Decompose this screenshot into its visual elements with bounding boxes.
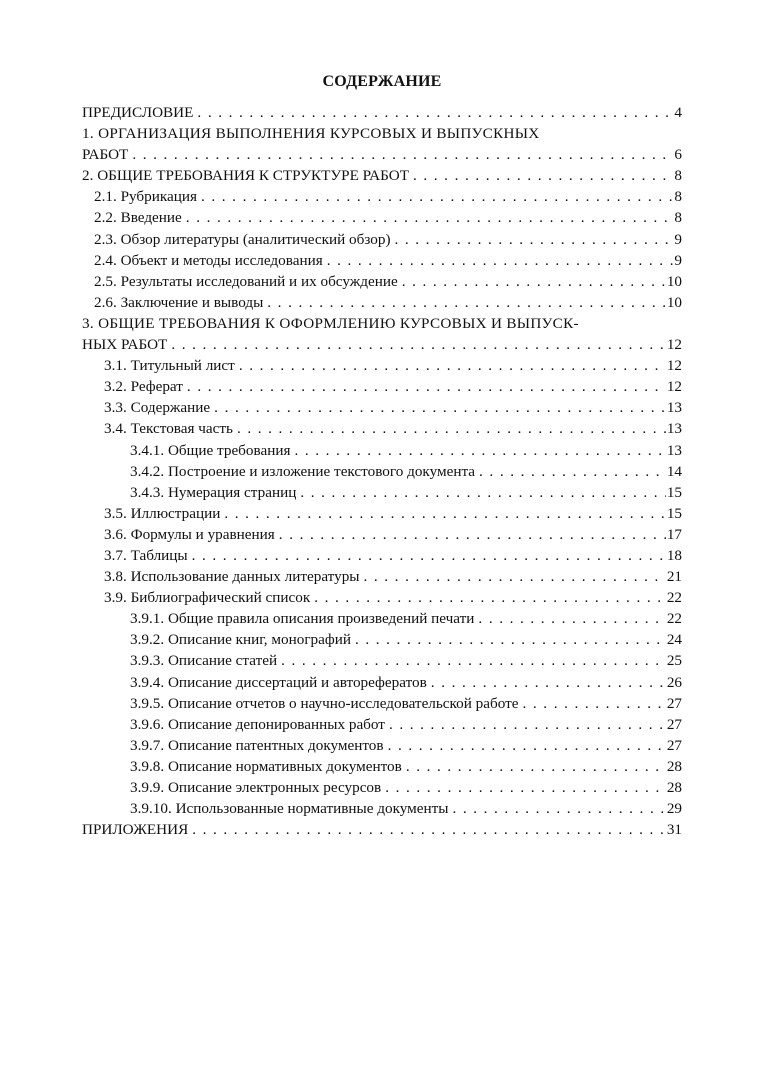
toc-entry-2-3 xyxy=(82,229,682,250)
dot-leader xyxy=(452,798,665,819)
toc-entry-3-4 xyxy=(82,418,682,439)
toc-entry-page: 29 xyxy=(666,800,682,818)
toc-entry-page: 27 xyxy=(666,694,682,712)
toc-entry-label: 3.4.3. Нумерация страниц xyxy=(130,483,297,501)
toc-entry-page: 18 xyxy=(666,546,682,564)
dot-leader xyxy=(294,440,665,461)
dot-leader xyxy=(431,672,666,693)
toc-entry-2 xyxy=(82,165,682,186)
dot-leader xyxy=(327,250,674,271)
toc-entry-label: 2.6. Заключение и выводы xyxy=(94,293,264,311)
dot-leader xyxy=(237,418,666,439)
dot-leader xyxy=(406,756,666,777)
toc-entry-3-6 xyxy=(82,524,682,545)
toc-entry-label: 3.9.7. Описание патентных документов xyxy=(130,736,384,754)
dot-leader xyxy=(214,397,666,418)
toc-entry-appendices xyxy=(82,819,682,840)
toc-entry-page: 12 xyxy=(666,357,682,375)
table-of-contents xyxy=(82,102,682,840)
dot-leader xyxy=(314,587,666,608)
toc-entry-label: 3.5. Иллюстрации xyxy=(104,504,221,522)
toc-entry-label: 2.1. Рубрикация xyxy=(94,188,197,206)
toc-entry-page: 26 xyxy=(666,673,682,691)
toc-entry-label: 3.9.1. Общие правила описания произведений печати xyxy=(130,610,475,628)
toc-entry-3-4-2 xyxy=(82,461,682,482)
toc-entry-3-9-8 xyxy=(82,756,682,777)
toc-entry-label: ПРЕДИСЛОВИЕ xyxy=(82,104,194,121)
dot-leader xyxy=(300,482,665,503)
page-title: СОДЕРЖАНИЕ xyxy=(322,73,442,90)
toc-entry-label: 3.9.4. Описание диссертаций и авторефератов xyxy=(130,673,427,691)
toc-entry-3-2 xyxy=(82,376,682,397)
toc-entry-page: 14 xyxy=(666,462,682,480)
toc-entry-3-4-3 xyxy=(82,482,682,503)
dot-leader xyxy=(197,102,673,123)
toc-entry-3-9-7 xyxy=(82,735,682,756)
toc-entry-3 xyxy=(82,334,682,355)
toc-entry-1 xyxy=(82,144,682,165)
toc-entry-3-8 xyxy=(82,566,682,587)
toc-entry-label: 3.9.8. Описание нормативных документов xyxy=(130,757,402,775)
toc-entry-3-9-2 xyxy=(82,629,682,650)
toc-entry-label: ПРИЛОЖЕНИЯ xyxy=(82,821,189,839)
toc-entry-3-3 xyxy=(82,397,682,418)
toc-entry-page: 8 xyxy=(674,209,682,227)
toc-entry-page: 10 xyxy=(666,293,682,311)
toc-entry-3-9-1 xyxy=(82,608,682,629)
toc-entry-3-9-5 xyxy=(82,693,682,714)
toc-entry-page: 15 xyxy=(666,483,682,501)
toc-entry-preface xyxy=(82,102,682,123)
toc-entry-3-9-10 xyxy=(82,798,682,819)
toc-entry-page: 13 xyxy=(666,399,682,417)
toc-entry-page: 12 xyxy=(666,336,682,354)
dot-leader xyxy=(186,207,674,228)
toc-entry-3-9-4 xyxy=(82,672,682,693)
toc-entry-page: 22 xyxy=(666,610,682,628)
toc-entry-page: 21 xyxy=(666,568,682,586)
dot-leader xyxy=(132,144,673,165)
toc-entry-page: 22 xyxy=(666,589,682,607)
toc-entry-page: 4 xyxy=(674,104,682,121)
toc-entry-label: 2.3. Обзор литературы (аналитический обзор) xyxy=(94,230,391,248)
toc-entry-page: 12 xyxy=(666,378,682,396)
toc-entry-3-9-6 xyxy=(82,714,682,735)
dot-leader xyxy=(239,355,666,376)
toc-entry-3-5 xyxy=(82,503,682,524)
toc-entry-1-line1: 1. ОРГАНИЗАЦИЯ ВЫПОЛНЕНИЯ КУРСОВЫХ И ВЫПУСКНЫХ xyxy=(82,125,540,143)
dot-leader xyxy=(364,566,666,587)
dot-leader xyxy=(385,777,666,798)
toc-entry-page: 25 xyxy=(666,652,682,670)
toc-entry-label: 3.4.2. Построение и изложение текстового документа xyxy=(130,462,476,480)
toc-entry-label: 3.9.10. Использованные нормативные документы xyxy=(130,800,449,818)
toc-entry-label: 2.4. Объект и методы исследования xyxy=(94,251,323,269)
toc-entry-3-7 xyxy=(82,545,682,566)
toc-entry-3-9-3 xyxy=(82,650,682,671)
toc-entry-label: 3.3. Содержание xyxy=(104,399,211,417)
toc-entry-2-1 xyxy=(82,186,682,207)
toc-entry-label: 2.2. Введение xyxy=(94,209,182,227)
toc-entry-2-4 xyxy=(82,250,682,271)
toc-entry-page: 13 xyxy=(666,441,682,459)
toc-entry-label: 2.5. Результаты исследований и их обсуждение xyxy=(94,272,398,290)
toc-entry-page: 28 xyxy=(666,779,682,796)
dot-leader xyxy=(388,735,666,756)
toc-entry-page: 6 xyxy=(674,146,682,164)
dot-leader xyxy=(395,229,674,250)
toc-entry-page: 31 xyxy=(666,821,682,839)
dot-leader xyxy=(171,334,666,355)
toc-entry-label: 3.9.3. Описание статей xyxy=(130,652,278,670)
dot-leader xyxy=(267,292,666,313)
toc-entry-label: 3.9.2. Описание книг, монографий xyxy=(130,631,351,649)
toc-entry-page: 13 xyxy=(666,420,682,438)
toc-entry-3-9 xyxy=(82,587,682,608)
toc-entry-page: 17 xyxy=(666,525,682,543)
toc-entry-page: 10 xyxy=(666,272,682,290)
dot-leader xyxy=(279,524,666,545)
toc-entry-label: 3.1. Титульный лист xyxy=(104,357,235,375)
toc-entry-3-line1: 3. ОБЩИЕ ТРЕБОВАНИЯ К ОФОРМЛЕНИЮ КУРСОВЫХ И ВЫПУСК- xyxy=(82,314,579,332)
dot-leader xyxy=(201,186,673,207)
dot-leader xyxy=(478,608,665,629)
dot-leader xyxy=(355,629,666,650)
toc-entry-2-6 xyxy=(82,292,682,313)
toc-entry-page: 27 xyxy=(666,715,682,733)
toc-entry-label: НЫХ РАБОТ xyxy=(82,336,168,354)
toc-entry-2-5 xyxy=(82,271,682,292)
toc-entry-label: 3.9.6. Описание депонированных работ xyxy=(130,715,385,733)
toc-entry-label: 3.7. Таблицы xyxy=(104,546,188,564)
dot-leader xyxy=(413,165,673,186)
dot-leader xyxy=(281,650,666,671)
toc-entry-label: 2. ОБЩИЕ ТРЕБОВАНИЯ К СТРУКТУРЕ РАБОТ xyxy=(82,167,409,185)
toc-entry-label: 3.8. Использование данных литературы xyxy=(104,568,360,586)
toc-entry-label: РАБОТ xyxy=(82,146,129,164)
toc-entry-page: 27 xyxy=(666,736,682,754)
dot-leader xyxy=(224,503,665,524)
dot-leader xyxy=(479,461,666,482)
toc-entry-label: 3.9.5. Описание отчетов о научно-исследовательской работе xyxy=(130,694,519,712)
dot-leader xyxy=(523,693,666,714)
toc-entry-label: 3.2. Реферат xyxy=(104,378,183,396)
toc-entry-3-4-1 xyxy=(82,440,682,461)
toc-entry-label: 3.9.9. Описание электронных ресурсов xyxy=(130,779,382,796)
toc-entry-label: 3.9. Библиографический список xyxy=(104,589,311,607)
toc-entry-3-9-9 xyxy=(82,777,682,798)
toc-entry-2-2 xyxy=(82,207,682,228)
toc-entry-page: 28 xyxy=(666,757,682,775)
dot-leader xyxy=(187,376,666,397)
toc-entry-page: 8 xyxy=(674,188,682,206)
toc-entry-page: 9 xyxy=(674,251,682,269)
toc-entry-page: 8 xyxy=(674,167,682,185)
toc-entry-page: 15 xyxy=(666,504,682,522)
toc-entry-label: 3.4. Текстовая часть xyxy=(104,420,233,438)
toc-entry-label: 3.4.1. Общие требования xyxy=(130,441,291,459)
toc-entry-label: 3.6. Формулы и уравнения xyxy=(104,525,275,543)
dot-leader xyxy=(192,819,666,840)
toc-entry-page: 9 xyxy=(674,230,682,248)
toc-entry-3-1 xyxy=(82,355,682,376)
toc-entry-page: 24 xyxy=(666,631,682,649)
dot-leader xyxy=(402,271,666,292)
dot-leader xyxy=(192,545,666,566)
dot-leader xyxy=(389,714,666,735)
